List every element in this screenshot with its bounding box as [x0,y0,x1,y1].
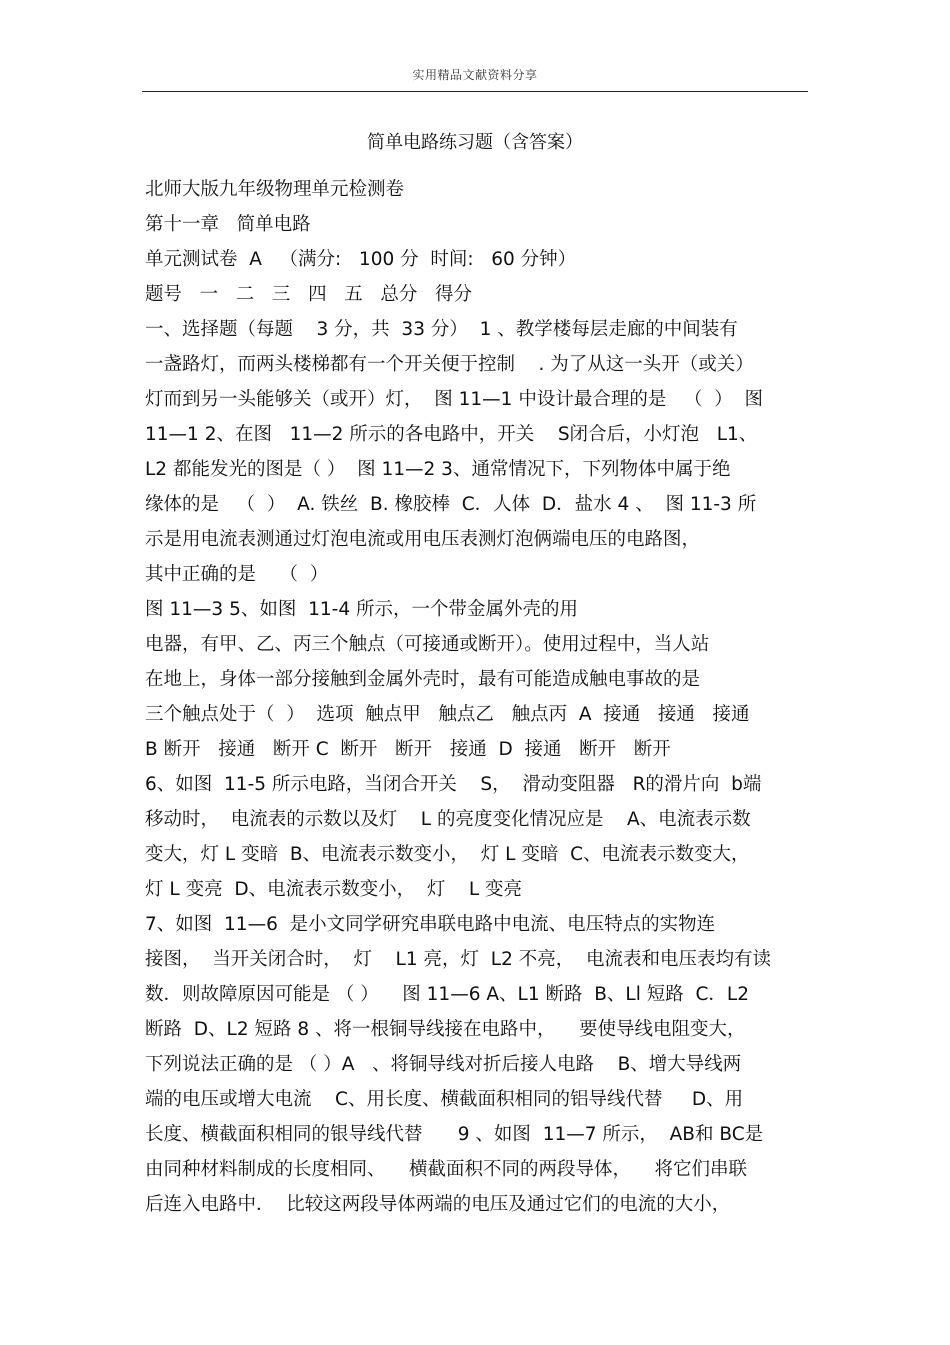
body-line: 接图， 当开关闭合时， 灯 L1 亮，灯 L2 不亮， 电流表和电压表均有读 [145,949,771,970]
body-line: 移动时， 电流表的示数以及灯 L 的亮度变化情况应是 A、电流表示数 [145,809,751,830]
body-line: 11—1 2、在图 11—2 所示的各电路中，开关 S闭合后，小灯泡 L1、 [145,424,758,445]
document-title: 简单电路练习题（含答案） [367,132,583,153]
body-line: 由同种材料制成的长度相同、 横截面积不同的两段导体， 将它们串联 [145,1159,748,1180]
body-line: L2 都能发光的图是（ ） 图 11—2 3、通常情况下，下列物体中属于绝 [145,459,731,480]
header-divider [142,91,808,92]
page-header: 实用精品文献资料分享 [412,68,538,82]
body-line: 变大，灯 L 变暗 B、电流表示数变小， 灯 L 变暗 C、电流表示数变大， [145,844,750,865]
body-line: 后连入电路中． 比较这两段导体两端的电压及通过它们的电流的大小， [145,1194,731,1215]
body-line: 其中正确的是 （ ） [145,564,329,585]
document-body [145,172,815,1222]
body-line: 7、如图 11—6 是小文同学研究串联电路中电流、电压特点的实物连 [145,914,716,935]
body-line: B 断开 接通 断开 C 断开 断开 接通 D 接通 断开 断开 [145,739,671,760]
body-line: 北师大版九年级物理单元检测卷 [145,179,405,200]
body-line: 一盏路灯，而两头楼梯都有一个开关便于控制 . 为了从这一头开（或关） [145,354,754,375]
body-line: 数．则故障原因可能是 （ ） 图 11—6 A、L1 断路 B、Ll 短路 C．L2 [145,984,750,1005]
body-line: 图 11—3 5、如图 11-4 所示，一个带金属外壳的用 [145,599,578,620]
body-line: 题号 一 二 三 四 五 总分 得分 [145,284,472,305]
body-line: 电器，有甲、乙、丙三个触点（可接通或断开）。使用过程中，当人站 [145,634,710,655]
body-line: 端的电压或增大电流 C、用长度、横截面积相同的铝导线代替 D、用 [145,1089,744,1110]
body-line: 6、如图 11-5 所示电路，当闭合开关 S， 滑动变阻器 R的滑片向 b端 [145,774,762,795]
body-line: 在地上，身体一部分接触到金属外壳时，最有可能造成触电事故的是 [145,669,701,690]
body-line: 灯而到另一头能够关（或开）灯， 图 11—1 中设计最合理的是 （ ） 图 [145,389,764,410]
body-line: 下列说法正确的是 （ ）A 、将铜导线对折后接人电路 B、增大导线两 [145,1054,742,1075]
body-line: 示是用电流表测通过灯泡电流或用电压表测灯泡俩端电压的电路图， [145,529,701,550]
body-line: 单元测试卷 A （满分: 100 分 时间: 60 分钟） [145,249,577,270]
body-line: 一、选择题（每题 3 分，共 33 分） 1 、教学楼每层走廊的中间装有 [145,319,738,340]
body-line: 灯 L 变亮 D、电流表示数变小， 灯 L 变亮 [145,879,523,900]
body-line: 第十一章 简单电路 [145,214,311,235]
body-line: 三个触点处于（ ） 选项 触点甲 触点乙 触点丙 A 接通 接通 接通 [145,704,750,725]
body-line: 断路 D、L2 短路 8 、将一根铜导线接在电路中， 要使导线电阻变大， [145,1019,746,1040]
body-line: 缘体的是 （ ） A. 铁丝 B. 橡胶棒 C．人体 D．盐水 4 、 图 11-3 所 [145,494,757,515]
body-line: 长度、横截面积相同的银导线代替 9 、如图 11—7 所示， AB和 BC是 [145,1124,764,1145]
